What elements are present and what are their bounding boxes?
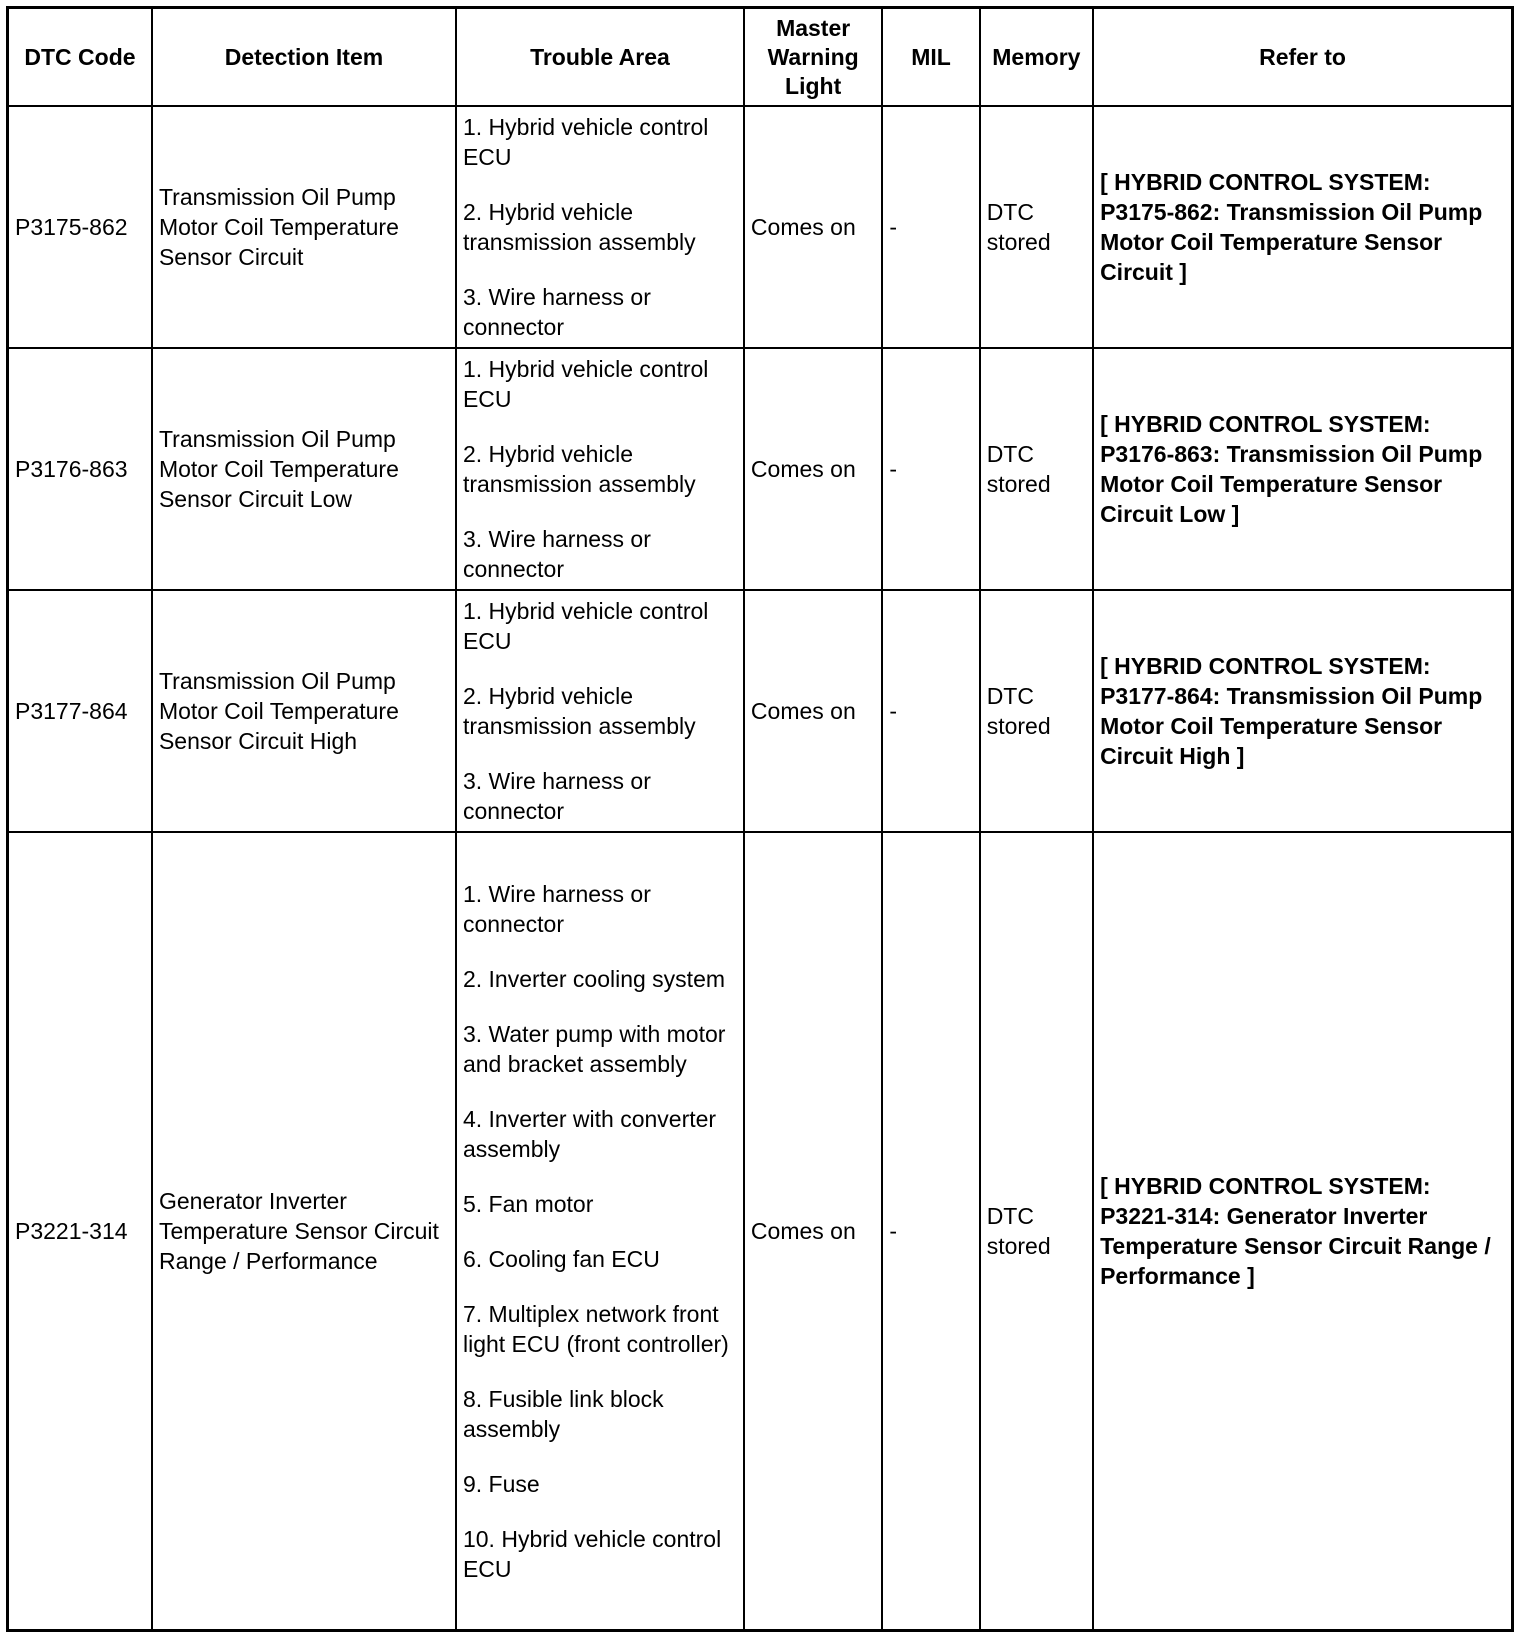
cell-detection-item: Transmission Oil Pump Motor Coil Temperature Sensor Circuit	[152, 106, 456, 348]
table-body	[8, 106, 1513, 1631]
cell-mil: -	[882, 348, 979, 590]
cell-refer-to: [ HYBRID CONTROL SYSTEM: P3176-863: Transmission Oil Pump Motor Coil Temperature Sensor Circuit Low ]	[1093, 348, 1512, 590]
trouble-area-item: 9. Fuse	[462, 1470, 540, 1497]
cell-mil: -	[882, 832, 979, 1631]
cell-dtc-code: P3175-862	[8, 106, 152, 348]
cell-mil: -	[882, 106, 979, 348]
header-dtc-code: DTC Code	[8, 8, 152, 107]
cell-trouble-area	[456, 106, 744, 348]
trouble-area-item: 3. Water pump with motor and bracket assembly	[462, 1020, 726, 1077]
header-memory: Memory	[980, 8, 1093, 107]
cell-memory: DTC stored	[980, 348, 1093, 590]
trouble-area-item: 8. Fusible link block assembly	[462, 1385, 664, 1442]
header-refer-to: Refer to	[1093, 8, 1512, 107]
cell-trouble-area	[456, 590, 744, 832]
trouble-area-item: 6. Cooling fan ECU	[462, 1245, 660, 1272]
trouble-area-item: 3. Wire harness or connector	[462, 768, 651, 824]
trouble-area-item: 10. Hybrid vehicle control ECU	[462, 1525, 722, 1582]
cell-refer-to: [ HYBRID CONTROL SYSTEM: P3221-314: Generator Inverter Temperature Sensor Circuit Range / Performance ]	[1093, 832, 1512, 1631]
trouble-area-item: 3. Wire harness or connector	[462, 284, 651, 340]
trouble-area-item: 2. Hybrid vehicle transmission assembly	[462, 199, 696, 255]
table-row	[8, 348, 1513, 590]
trouble-area-list	[463, 596, 737, 826]
trouble-area-item: 1. Hybrid vehicle control ECU	[462, 356, 709, 412]
cell-dtc-code: P3221-314	[8, 832, 152, 1631]
header-row	[8, 8, 1513, 107]
cell-refer-to: [ HYBRID CONTROL SYSTEM: P3177-864: Transmission Oil Pump Motor Coil Temperature Sensor Circuit High ]	[1093, 590, 1512, 832]
cell-trouble-area	[456, 348, 744, 590]
cell-memory: DTC stored	[980, 832, 1093, 1631]
trouble-area-list	[463, 354, 737, 584]
cell-master-warning-light: Comes on	[744, 348, 882, 590]
header-mil: MIL	[882, 8, 979, 107]
trouble-area-item: 4. Inverter with converter assembly	[462, 1105, 717, 1162]
header-master-warning-light: Master Warning Light	[744, 8, 882, 107]
table-row	[8, 590, 1513, 832]
cell-master-warning-light: Comes on	[744, 590, 882, 832]
cell-master-warning-light: Comes on	[744, 832, 882, 1631]
cell-detection-item: Transmission Oil Pump Motor Coil Temperature Sensor Circuit Low	[152, 348, 456, 590]
trouble-area-item: 2. Hybrid vehicle transmission assembly	[462, 441, 696, 497]
cell-master-warning-light: Comes on	[744, 106, 882, 348]
cell-memory: DTC stored	[980, 590, 1093, 832]
trouble-area-list	[463, 112, 737, 342]
page	[6, 6, 1514, 1632]
header-trouble-area: Trouble Area	[456, 8, 744, 107]
table-row	[8, 106, 1513, 348]
trouble-area-item: 5. Fan motor	[462, 1190, 594, 1217]
cell-detection-item: Generator Inverter Temperature Sensor Circuit Range / Performance	[152, 832, 456, 1631]
trouble-area-item: 3. Wire harness or connector	[462, 526, 651, 582]
trouble-area-item: 1. Hybrid vehicle control ECU	[462, 114, 709, 170]
table-header	[8, 8, 1513, 107]
header-detection-item: Detection Item	[152, 8, 456, 107]
cell-trouble-area	[456, 832, 744, 1631]
trouble-area-item: 7. Multiplex network front light ECU (front controller)	[462, 1300, 729, 1357]
cell-dtc-code: P3177-864	[8, 590, 152, 832]
cell-detection-item: Transmission Oil Pump Motor Coil Temperature Sensor Circuit High	[152, 590, 456, 832]
trouble-area-list	[463, 879, 737, 1584]
cell-mil: -	[882, 590, 979, 832]
cell-refer-to: [ HYBRID CONTROL SYSTEM: P3175-862: Transmission Oil Pump Motor Coil Temperature Sensor Circuit ]	[1093, 106, 1512, 348]
table-row	[8, 832, 1513, 1631]
trouble-area-item: 2. Hybrid vehicle transmission assembly	[462, 683, 696, 739]
cell-memory: DTC stored	[980, 106, 1093, 348]
trouble-area-item: 1. Hybrid vehicle control ECU	[462, 598, 709, 654]
trouble-area-item: 1. Wire harness or connector	[462, 880, 651, 937]
dtc-table	[6, 6, 1514, 1632]
cell-dtc-code: P3176-863	[8, 348, 152, 590]
trouble-area-item: 2. Inverter cooling system	[462, 965, 726, 992]
